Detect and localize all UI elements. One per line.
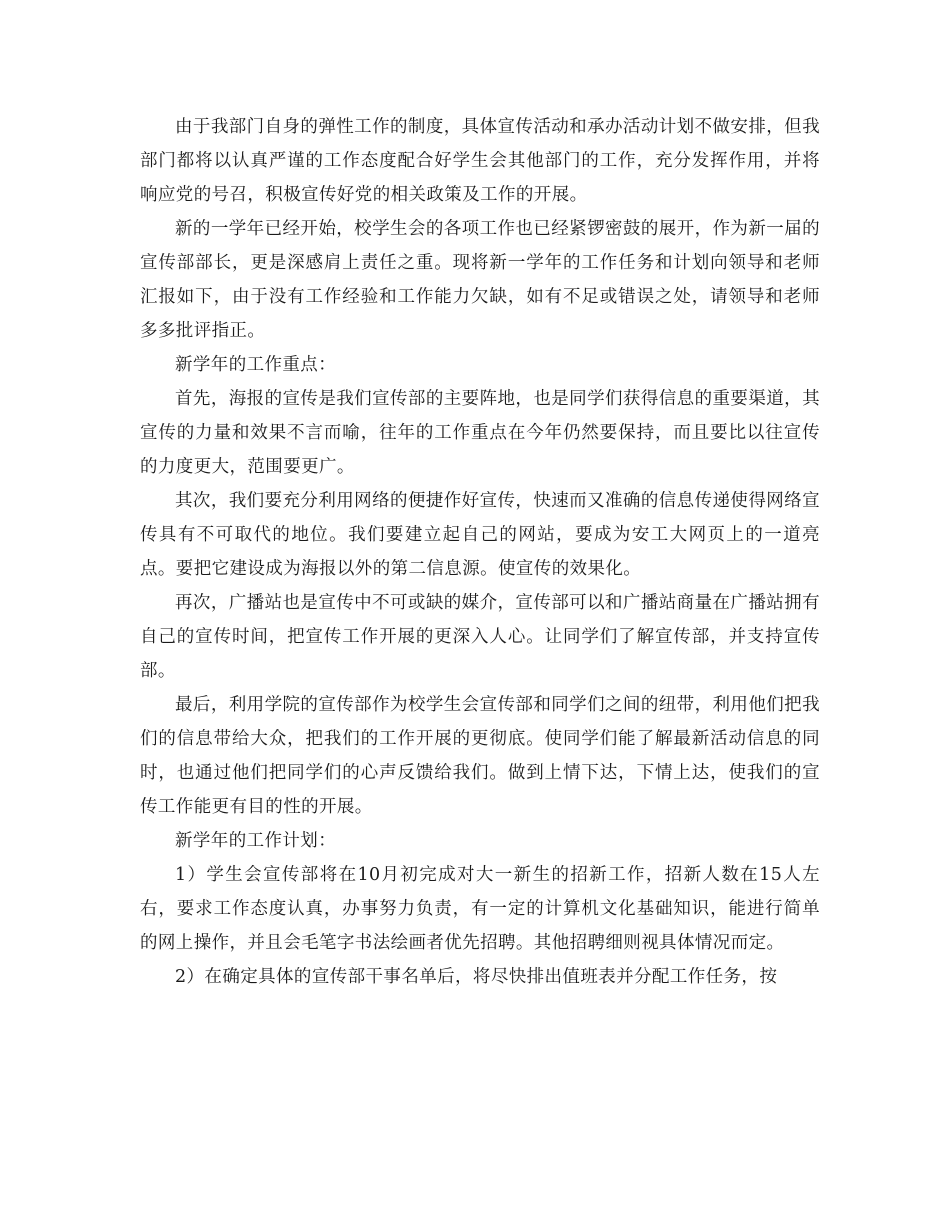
paragraph-new-school-year: 新的一学年已经开始，校学生会的各项工作也已经紧锣密鼓的展开，作为新一届的宣传部部长，更是深感肩上责任之重。现将新一学年的工作任务和计划向领导和老师汇报如下，由于没有工作经验和工作能力欠缺，如有不足或错误之处，请领导和老师多多批评指正。	[140, 219, 820, 341]
heading-work-focus: 新学年的工作重点：	[175, 355, 337, 375]
paragraph-finally-college: 最后，利用学院的宣传部作为校学生会宣传部和同学们之间的纽带，利用他们把我们的信息带给大众，把我们的工作开展的更彻底。使同学们能了解最新活动信息的同时，也通过他们把同学们的心声反馈给我们。做到上情下达，下情上达，使我们的宣传工作能更有目的性的开展。	[140, 695, 820, 817]
paragraph-third-radio: 再次，广播站也是宣传中不可或缺的媒介，宣传部可以和广播站商量在广播站拥有自己的宣传时间，把宣传工作开展的更深入人心。让同学们了解宣传部，并支持宣传部。	[140, 593, 820, 681]
paragraph-second-network: 其次，我们要充分利用网络的便捷作好宣传，快速而又准确的信息传递使得网络宣传具有不可取代的地位。我们要建立起自己的网站，要成为安工大网页上的一道亮点。要把它建设成为海报以外的第二信息源。使宣传的效果化。	[140, 491, 820, 579]
paragraph-flexible-system: 由于我部门自身的弹性工作的制度，具体宣传活动和承办活动计划不做安排，但我部门都将以认真严谨的工作态度配合好学生会其他部门的工作，充分发挥作用，并将响应党的号召，积极宣传好党的相关政策及工作的开展。	[140, 117, 820, 205]
paragraph-plan-item-2: 2）在确定具体的宣传部干事名单后，将尽快排出值班表并分配工作任务，按	[175, 967, 778, 987]
document-page	[140, 110, 820, 994]
heading-work-plan: 新学年的工作计划：	[175, 831, 337, 851]
paragraph-first-posters: 首先，海报的宣传是我们宣传部的主要阵地，也是同学们获得信息的重要渠道，其宣传的力量和效果不言而喻，往年的工作重点在今年仍然要保持，而且要比以往宣传的力度更大，范围要更广。	[140, 389, 820, 477]
paragraph-plan-item-1: 1）学生会宣传部将在10月初完成对大一新生的招新工作，招新人数在15人左右，要求工作态度认真，办事努力负责，有一定的计算机文化基础知识，能进行简单的网上操作，并且会毛笔字书法绘画者优先招聘。其他招聘细则视具体情况而定。	[140, 865, 820, 953]
